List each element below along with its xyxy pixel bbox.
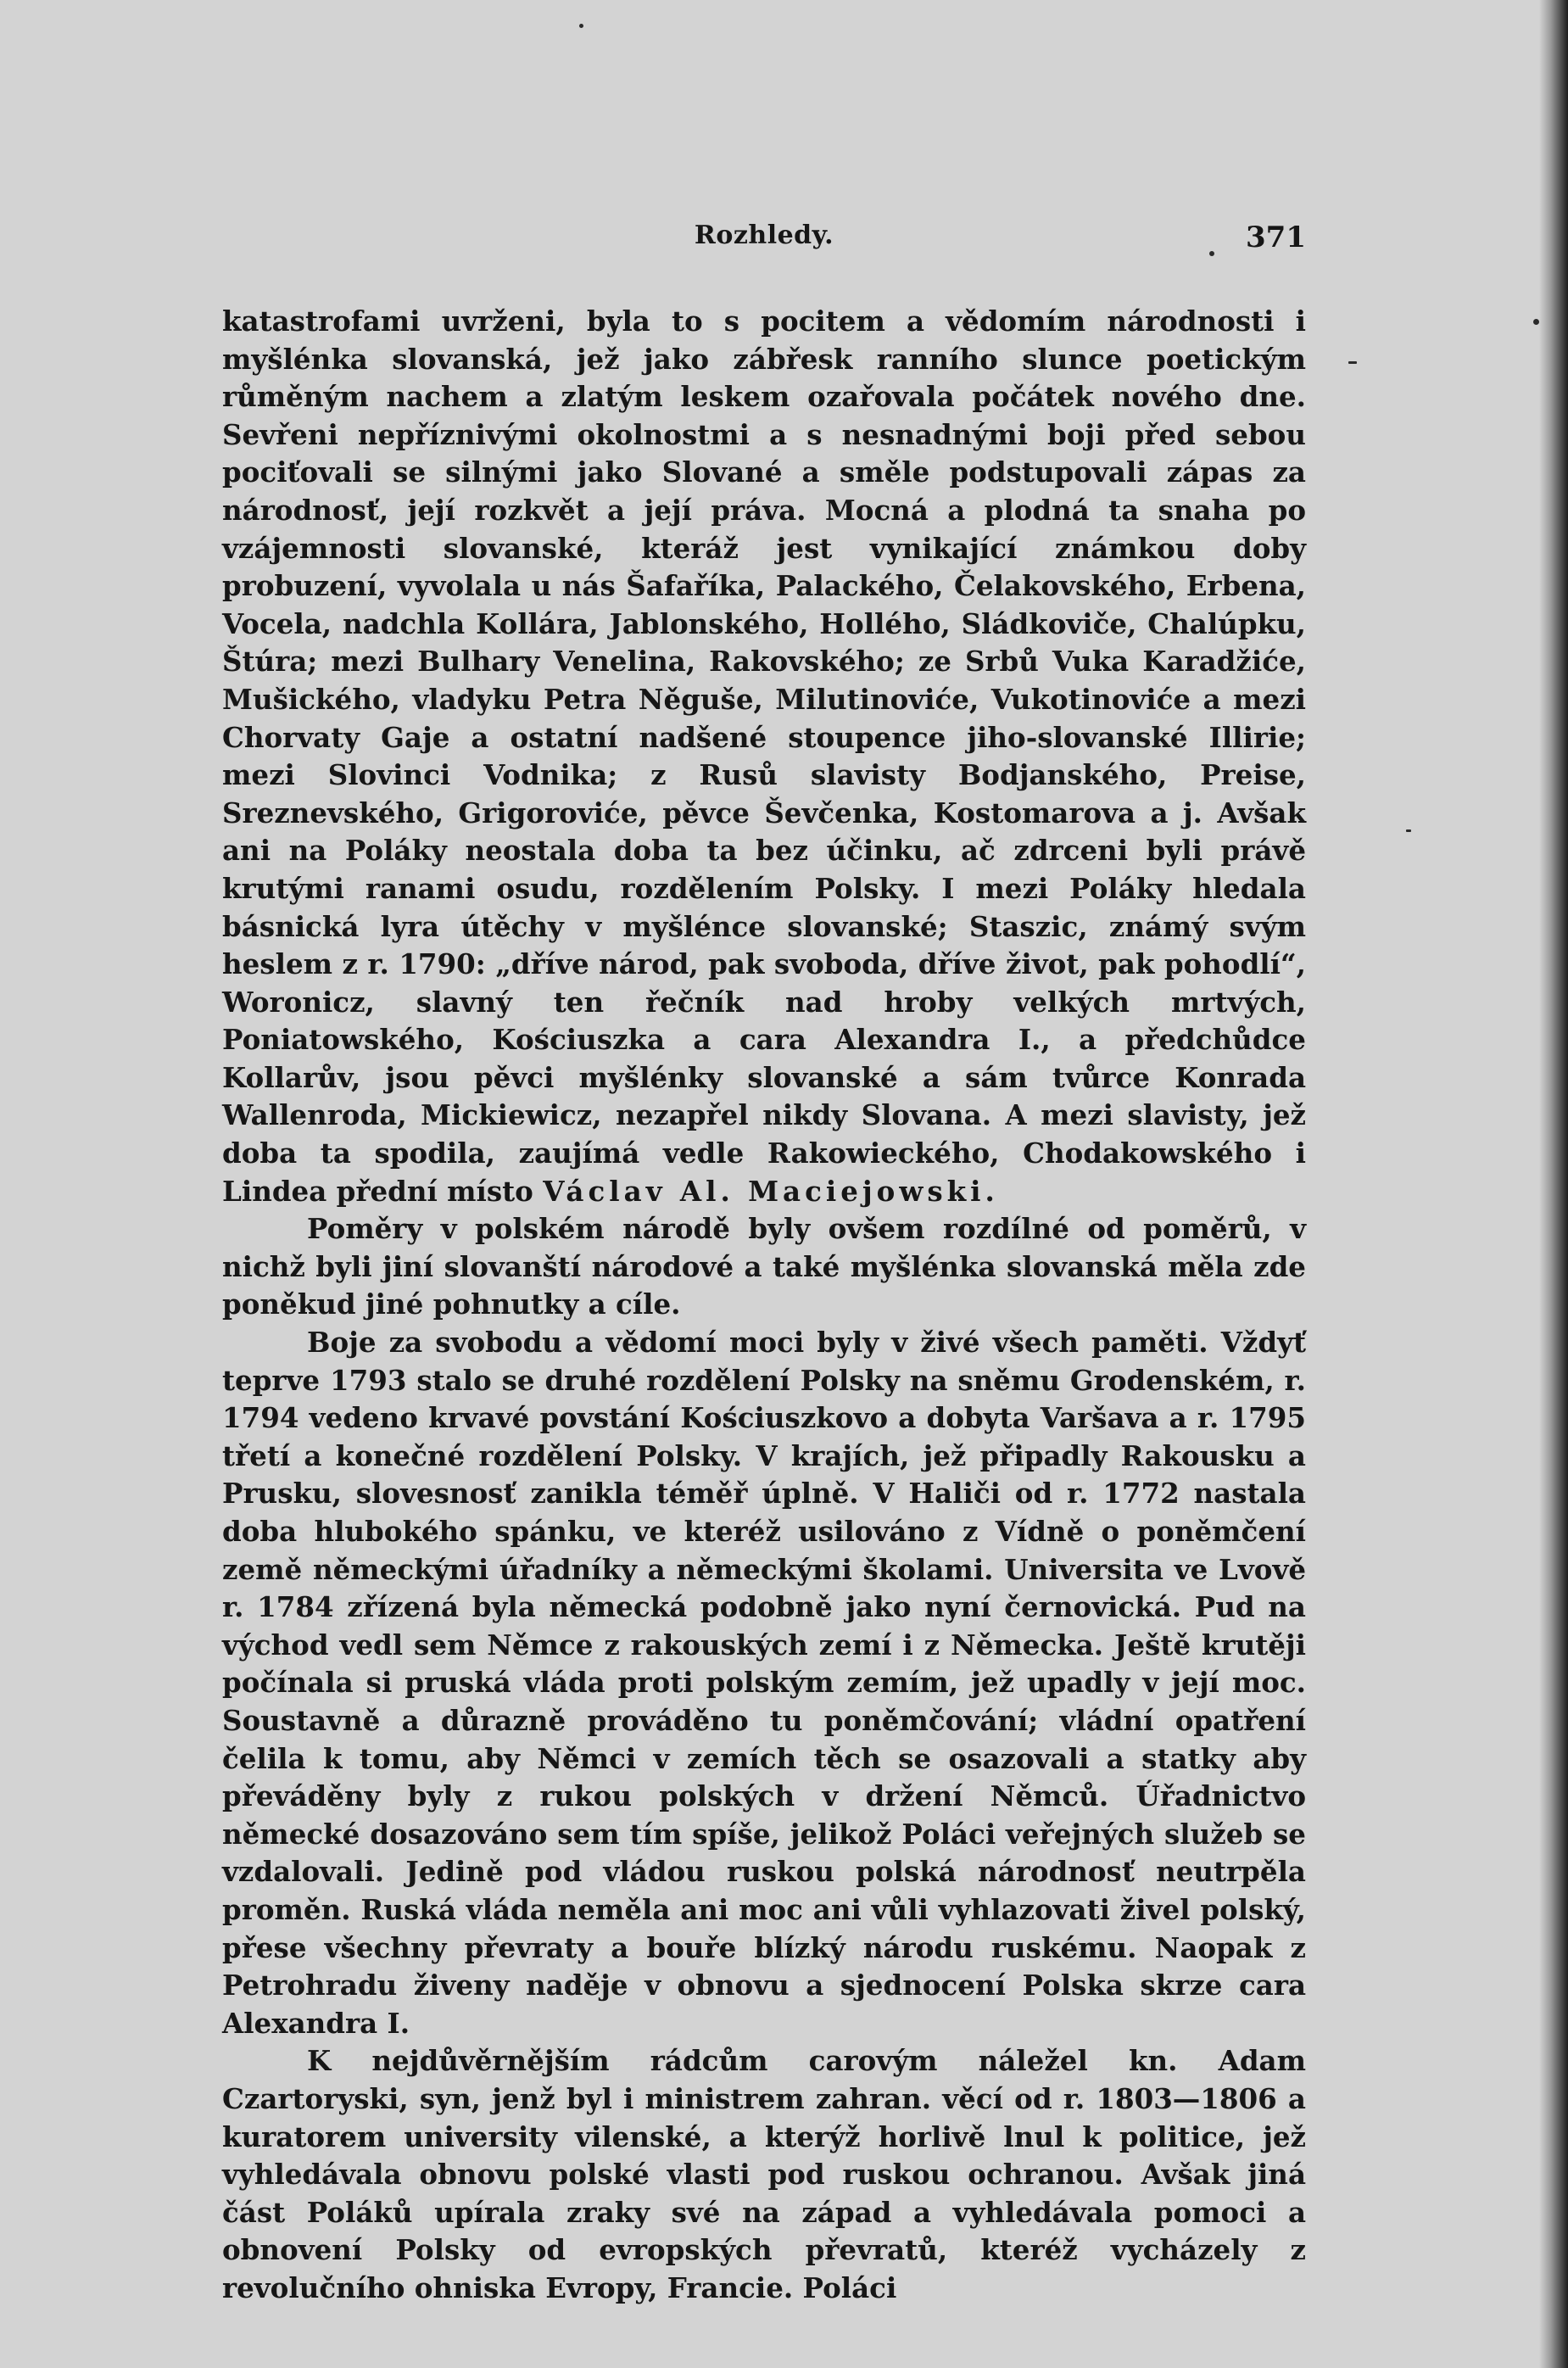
paragraph-1-end: .: [985, 1174, 995, 1208]
paragraph-3-text: Boje za svobodu a vědomí moci byly v živé všech paměti. Vždyť teprve 1793 stalo se druhé rozdělení Polsky na sněmu Grodenském, r. 1794 vedeno krvavé povstání Kościuszkovo a dobyta Varšava a r. 1795 třetí a konečné rozdělení Polsky. V krajích, jež připadly Rakousku a Prusku, slovesnosť zanikla téměř úplně. V Haliči od r. 1772 nastala doba hlubokého spánku, ve kteréž usilováno z Vídně o poněmčení země německými úřadníky a německými školami. Universita ve Lvově r. 1784 zřízená byla německá podobně jako nyní černovická. Pud na východ vedl sem Němce z rakouských zemí i z Německa. Ještě krutěji počínala si pruská vláda proti polským zemím, jež upadly v její moc. Soustavně a důrazně prováděno tu poněmčování; vládní opatření čelila k tomu, aby Němci v zemích těch se osazovali a statky aby převáděny byly z rukou polských v držení Němců. Úřadnictvo německé dosazováno sem tím spíše, jelikož Poláci veřejných služeb se vzdalovali. Jedině pod vládou ruskou polská národnosť neutrpěla proměn. Ruská vláda neměla ani moc ani vůli vyhlazovati živel polský, přese všechny převraty a bouře blízký národu ruskému. Naopak z Petrohradu živeny naděje v obnovu a sjednocení Polska skrze cara Alexandra I.: [222, 1326, 1306, 2040]
paragraph-2-text: Poměry v polském národě byly ovšem rozdílné od poměrů, v nichž byli jiní slovanští národové a také myšlénka slovanská měla zde poněkud jiné pohnutky a cíle.: [222, 1212, 1306, 1321]
paragraph-4-text: K nejdůvěrnějším rádcům carovým náležel kn. Adam Czartoryski, syn, jenž byl i ministrem zahran. věcí od r. 1803—1806 a kuratorem university vilenské, a kterýž horlivě lnul k politice, jež vyhledávala obnovu polské vlasti pod ruskou ochranou. Avšak jiná část Poláků upírala zraky své na západ a vyhledávala pomoci a obnovení Polsky od evropských převratů, kteréž vycházely z revolučního ohniska Evropy, Francie. Poláci: [222, 2044, 1306, 2304]
paragraph-1-text: katastrofami uvrženi, byla to s pocitem a vědomím národnosti i myšlénka slovanská, jež jako zábřesk ranního slunce poetickým růměným nachem a zlatým leskem ozařovala počátek nového dne. Sevřeni nepříznivými okolnostmi a s nesnadnými boji před sebou pociťovali se silnými jako Slované a směle podstupovali zápas za národnosť, její rozkvět a její práva. Mocná a plodná ta snaha po vzájemnosti slovanské, kteráž jest vynikající známkou doby probuzení, vyvolala u nás Šafaříka, Palackého, Čelakovského, Erbena, Vocela, nadchla Kollára, Jablonského, Hollého, Sládkoviče, Chalúpku, Štúra; mezi Bulhary Venelina, Rakovského; ze Srbů Vuka Karadžiće, Mušického, vladyku Petra Něguše, Milutinoviće, Vukotinoviće a mezi Chorvaty Gaje a ostatní nadšené stoupence jiho-slovanské Illirie; mezi Slovinci Vodnika; z Rusů slavisty Bodjanského, Preise, Sreznevského, Grigoroviće, pěvce Ševčenka, Kostomarova a j. Avšak ani na Poláky neostala doba ta bez účinku, ač zdrceni byli právě krutými ranami osudu, rozdělením Polsky. I mezi Poláky hledala básnická lyra útěchy v myšlénce slovanské; Staszic, známý svým heslem z r. 1790: „dříve národ, pak svoboda, dříve život, pak pohodlí“, Woronicz, slavný ten řečník nad hroby velkých mrtvých, Poniatowského, Kościuszka a cara Alexandra I., a předchůdce Kollarův, jsou pěvci myšlénky slovanské a sám tvůrce Konrada Wallenroda, Mickiewicz, nezapřel nikdy Slovana. A mezi slavisty, jež doba ta spodila, zaujímá vedle Rakowieckého, Chodakowského i Lindea přední místo: [222, 304, 1306, 1208]
scan-speck: [579, 24, 583, 28]
page-edge-shadow: [1539, 0, 1568, 2368]
scan-speck: [1533, 319, 1539, 325]
scan-speck: [1406, 829, 1411, 832]
paragraph-1-spaced-name: Václav Al. Maciejowski: [543, 1174, 985, 1208]
running-head: [222, 221, 1306, 263]
page-number: 371: [1246, 221, 1306, 254]
paragraph-4: [222, 2042, 1306, 2307]
scan-speck: [1348, 361, 1357, 364]
running-head-title: Rozhledy.: [694, 221, 834, 250]
scan-speck: [1209, 251, 1214, 256]
paragraph-3: [222, 1324, 1306, 2042]
paragraph-1: [222, 303, 1306, 1210]
paragraph-2: [222, 1210, 1306, 1324]
body-text: [222, 303, 1306, 2307]
